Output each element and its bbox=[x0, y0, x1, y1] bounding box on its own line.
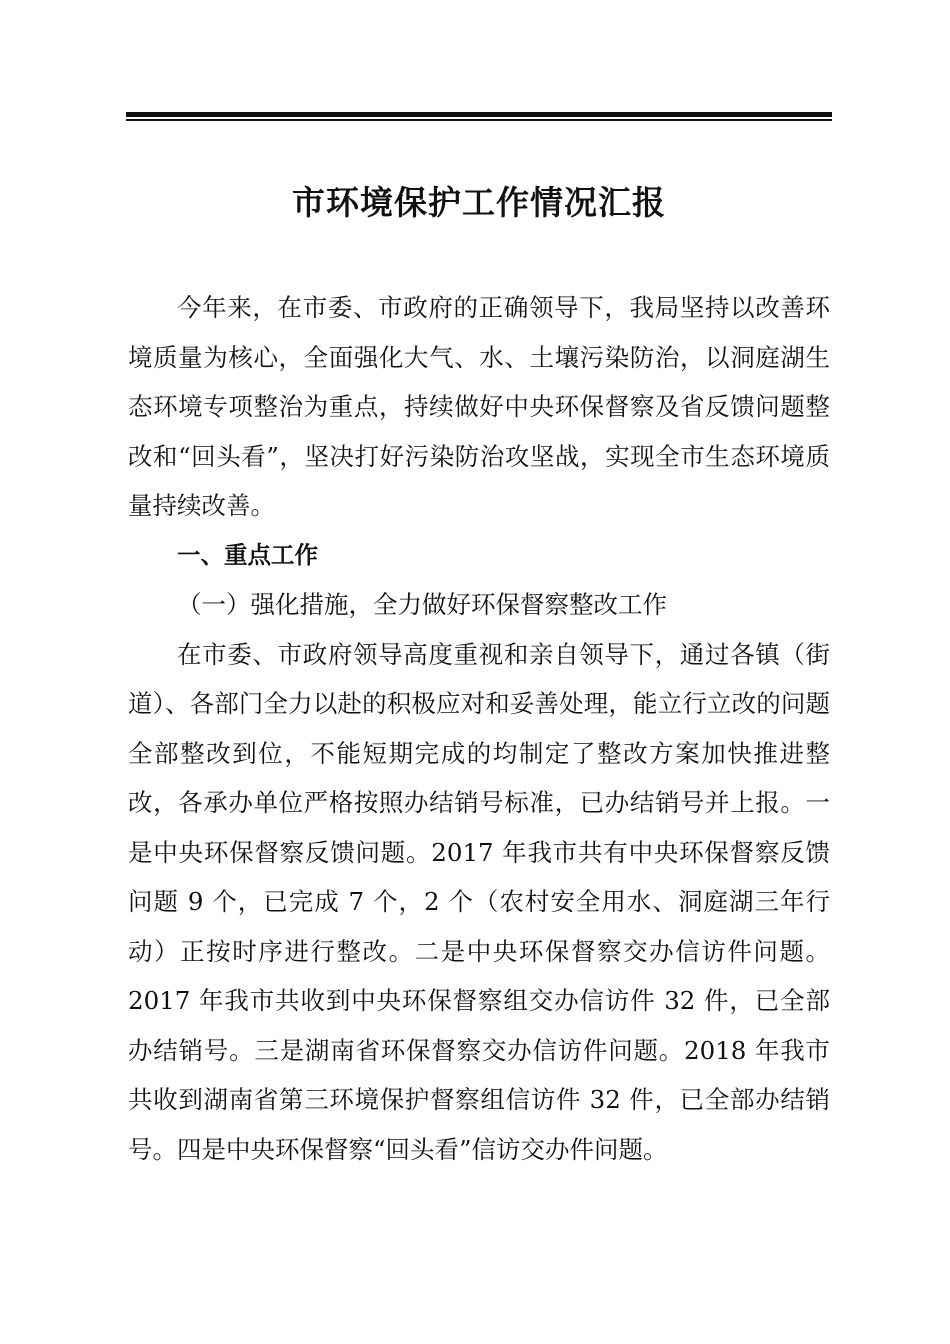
section-heading: 一、重点工作 bbox=[177, 540, 318, 569]
document-title: 市环境保护工作情况汇报 bbox=[292, 183, 666, 222]
subsection-paragraph: 在市委、市政府领导高度重视和亲自领导下，通过各镇（街道）、各部门全力以赴的积极应对和妥善处理，能立行立改的问题全部整改到位，不能短期完成的均制定了整改方案加快推进整改，各承办单位严格按照办结销号标准，已办结销号并上报。一是中央环保督察反馈问题。2017 年我市共有中央环保督察反馈问题 9 个，已完成 7 个，2 个（农村安全用水、洞庭湖三年行动）正按时序进行整改。二是中央环保督察交办信访件问题。2017 年我市共收到中央环保督察组交办信访件 32 件，已全部办结销号。三是湖南省环保督察交办信访件问题。2018 年我市共收到湖南省第三环境保护督察组信访件 32 件，已全部办结销号。四是中央环保督察“回头看”信访交办件问题。 bbox=[128, 639, 830, 1164]
subsection-heading: （一）强化措施，全力做好环保督察整改工作 bbox=[177, 590, 667, 619]
document-body bbox=[128, 283, 830, 1174]
header-rule-thin bbox=[126, 119, 832, 121]
intro-paragraph: 今年来，在市委、市政府的正确领导下，我局坚持以改善环境质量为核心，全面强化大气、水、土壤污染防治，以洞庭湖生态环境专项整治为重点，持续做好中央环保督察及省反馈问题整改和“回头看”，坚决打好污染防治攻坚战，实现全市生态环境质量持续改善。 bbox=[128, 293, 830, 520]
header-rule-thick bbox=[126, 112, 832, 117]
